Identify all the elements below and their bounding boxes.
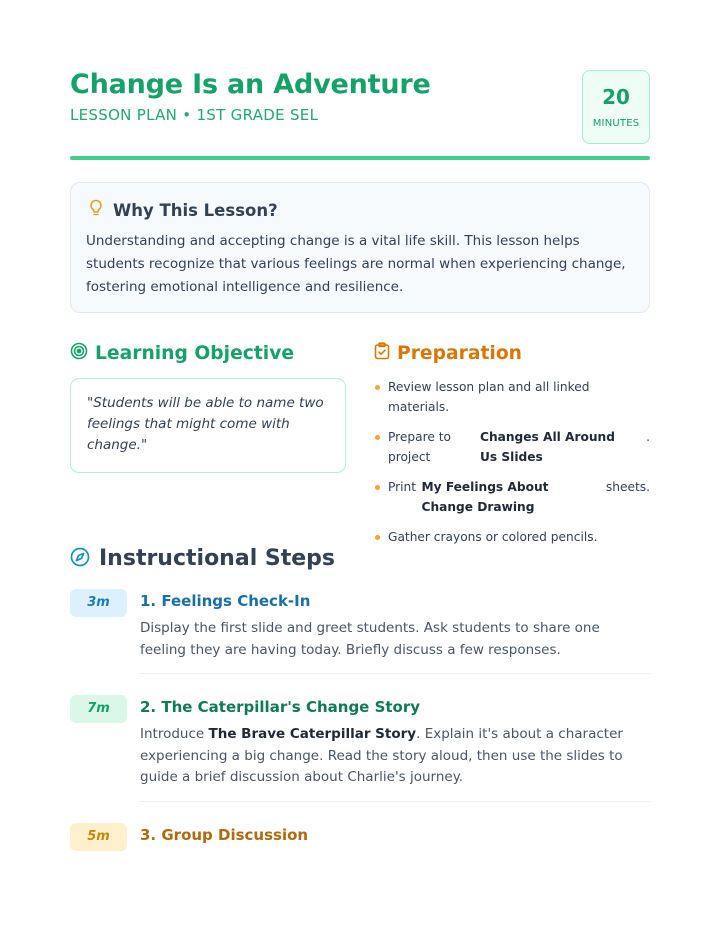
list-item	[374, 377, 650, 417]
learning-objective-section	[70, 342, 346, 473]
page-subtitle: LESSON PLAN • 1ST GRADE SEL	[70, 106, 319, 124]
preparation-list	[374, 377, 650, 547]
preparation-section	[374, 342, 650, 557]
duration-badge	[582, 70, 650, 144]
step-title: 2. The Caterpillar's Change Story	[140, 698, 421, 716]
prep-item-text: sheets.	[605, 480, 650, 494]
prep-item-text: Review lesson plan and all linked materials.	[388, 380, 590, 414]
objective-title: Learning Objective	[95, 342, 295, 364]
step-divider	[140, 673, 650, 674]
why-title: Why This Lesson?	[113, 200, 278, 220]
lightbulb-icon	[86, 199, 113, 221]
prep-item-text: Print	[388, 480, 417, 494]
compass-icon	[70, 547, 99, 571]
steps-title: Instructional Steps	[99, 546, 336, 571]
step-title: 3. Group Discussion	[140, 826, 309, 844]
step-divider	[140, 801, 650, 802]
list-item	[374, 527, 650, 547]
lesson-header	[70, 68, 650, 148]
step-time-badge: 7m	[70, 695, 127, 723]
step-title: 1. Feelings Check-In	[140, 592, 311, 610]
prep-item-text: Prepare to project	[388, 430, 451, 464]
prep-item-text: Gather crayons or colored pencils.	[388, 530, 598, 544]
duration-unit: MINUTES	[592, 118, 640, 129]
linked-material: My Feelings About Change Drawing	[421, 480, 549, 514]
linked-material: Changes All Around Us Slides	[480, 430, 615, 464]
step-time-badge: 3m	[70, 589, 127, 617]
story-title: The Brave Caterpillar Story	[208, 726, 417, 742]
step-text-part: Introduce	[140, 726, 209, 742]
page-title: Change Is an Adventure	[70, 69, 431, 100]
instructional-steps-heading	[70, 546, 335, 571]
target-icon	[70, 342, 95, 364]
objective-quote: "Students will be able to name two feelings that might come with change."	[87, 395, 324, 453]
header-divider	[70, 156, 650, 160]
clipboard-check-icon	[374, 342, 397, 364]
why-this-lesson-card	[70, 182, 650, 313]
step-text: Display the first slide and greet students. Ask students to share one feeling they are having today. Briefly discuss a few responses.	[140, 620, 600, 658]
list-item	[374, 477, 650, 517]
list-item	[374, 427, 650, 467]
step-text	[140, 724, 650, 789]
why-text: Understanding and accepting change is a vital life skill. This lesson helps students recognize that various feelings are normal when experiencing change, fostering emotional intelligence and resilience.	[86, 233, 626, 295]
step-time-badge: 5m	[70, 823, 127, 851]
objective-card	[70, 378, 346, 473]
duration-value: 20	[602, 85, 630, 109]
step-text-part: . Explain it's about a character experiencing a big change. Read the story aloud, then use the slides to guide a brief discussion about Charlie's journey.	[140, 726, 623, 785]
preparation-title: Preparation	[397, 342, 522, 364]
prep-item-text: .	[646, 430, 650, 444]
